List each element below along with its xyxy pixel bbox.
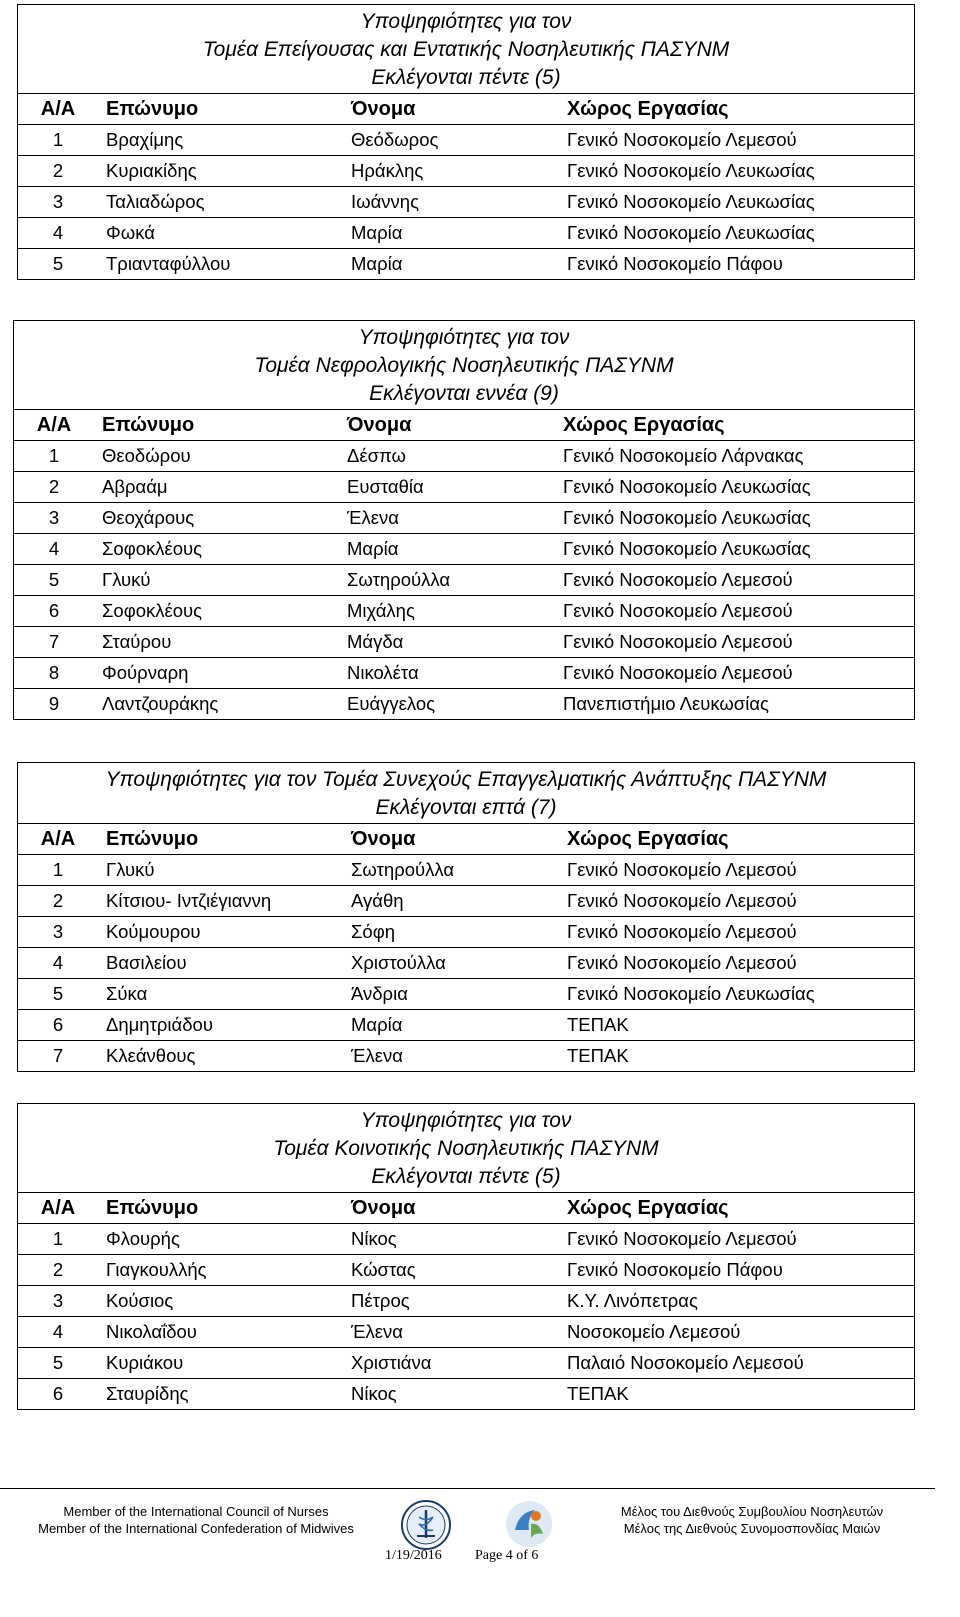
cell-name: Σωτηρούλλα <box>339 565 555 596</box>
table-row <box>18 1317 914 1348</box>
cell-surname: Σύκα <box>98 979 343 1010</box>
cell-aa: 3 <box>18 917 98 948</box>
cell-work: Γενικό Νοσοκομείο Λεμεσού <box>559 917 914 948</box>
title-line: Εκλέγονται πέντε (5) <box>371 66 561 89</box>
icn-logo-icon <box>401 1500 451 1550</box>
cell-surname: Κούμουρου <box>98 917 343 948</box>
table-row <box>18 125 914 156</box>
table-row <box>14 441 914 472</box>
cell-work: Γενικό Νοσοκομείο Λεμεσού <box>559 1224 914 1255</box>
cell-work: Γενικό Νοσοκομείο Λεμεσού <box>559 125 914 156</box>
candidates-table <box>18 824 914 1071</box>
cell-name: Χριστιάνα <box>343 1348 559 1379</box>
header-surname: Επώνυμο <box>106 97 199 120</box>
cell-work: ΤΕΠΑΚ <box>559 1379 914 1410</box>
cell-surname: Φούρναρη <box>94 658 339 689</box>
table-header-row <box>18 824 914 855</box>
title-line: Εκλέγονται πέντε (5) <box>371 1165 561 1188</box>
header-aa: Α/Α <box>36 413 72 436</box>
footer-line: Member of the International Confederation of Midwives <box>38 1521 354 1536</box>
table-row <box>14 658 914 689</box>
header-name: Όνομα <box>351 97 416 120</box>
table-row <box>14 565 914 596</box>
cell-surname: Σοφοκλέους <box>94 534 339 565</box>
cell-aa: 5 <box>18 1348 98 1379</box>
cell-surname: Βασιλείου <box>98 948 343 979</box>
cell-work: Πανεπιστήμιο Λευκωσίας <box>555 689 914 720</box>
cell-work: Γενικό Νοσοκομείο Λευκωσίας <box>555 503 914 534</box>
cell-aa: 5 <box>18 979 98 1010</box>
cell-surname: Δημητριάδου <box>98 1010 343 1041</box>
table-row <box>14 596 914 627</box>
candidates-table <box>14 410 914 719</box>
cell-name: Πέτρος <box>343 1286 559 1317</box>
cell-name: Ιωάννης <box>343 187 559 218</box>
cell-aa: 4 <box>18 948 98 979</box>
table-row <box>14 627 914 658</box>
cell-name: Μαρία <box>343 249 559 280</box>
cell-work: Γενικό Νοσοκομείο Λεμεσού <box>555 658 914 689</box>
cell-name: Κώστας <box>343 1255 559 1286</box>
cell-aa: 9 <box>14 689 94 720</box>
footer-divider <box>0 1488 935 1489</box>
title-line: Υποψηφιότητες για τον <box>360 10 572 33</box>
header-surname: Επώνυμο <box>106 827 199 850</box>
table-row <box>18 855 914 886</box>
cell-aa: 7 <box>18 1041 98 1072</box>
icm-logo-icon <box>505 1500 553 1548</box>
footer-line: Μέλος του Διεθνούς Συμβουλίου Νοσηλευτών <box>620 1504 884 1519</box>
cell-surname: Κυριάκου <box>98 1348 343 1379</box>
cell-surname: Λαντζουράκης <box>94 689 339 720</box>
table-row <box>18 1379 914 1410</box>
table-row <box>18 1010 914 1041</box>
cell-work: Γενικό Νοσοκομείο Λάρνακας <box>555 441 914 472</box>
cell-surname: Φλουρής <box>98 1224 343 1255</box>
cell-aa: 7 <box>14 627 94 658</box>
table-row <box>14 472 914 503</box>
table-header-row <box>18 94 914 125</box>
cell-aa: 4 <box>14 534 94 565</box>
cell-aa: 5 <box>18 249 98 280</box>
footer-page-number: Page 4 of 6 <box>475 1548 539 1563</box>
cell-name: Ηράκλης <box>343 156 559 187</box>
cell-surname: Αβραάμ <box>94 472 339 503</box>
table-row <box>18 249 914 280</box>
cell-aa: 6 <box>18 1010 98 1041</box>
cell-surname: Θεοχάρους <box>94 503 339 534</box>
cell-name: Ευάγγελος <box>339 689 555 720</box>
cell-name: Νικολέτα <box>339 658 555 689</box>
cell-name: Νίκος <box>343 1379 559 1410</box>
title-line: Υποψηφιότητες για τον <box>358 326 570 349</box>
cell-name: Μαρία <box>343 1010 559 1041</box>
cell-surname: Γλυκύ <box>94 565 339 596</box>
cell-name: Ευσταθία <box>339 472 555 503</box>
cell-surname: Κυριακίδης <box>98 156 343 187</box>
cell-surname: Κούσιος <box>98 1286 343 1317</box>
cell-aa: 3 <box>14 503 94 534</box>
table-header-row <box>14 410 914 441</box>
cell-surname: Ταλιαδώρος <box>98 187 343 218</box>
footer-right-text <box>596 1503 908 1537</box>
section-nephrology <box>13 320 915 720</box>
cell-name: Άνδρια <box>343 979 559 1010</box>
footer-date: 1/19/2016 <box>385 1548 442 1563</box>
cell-surname: Γλυκύ <box>98 855 343 886</box>
cell-name: Μαρία <box>343 218 559 249</box>
cell-work: Γενικό Νοσοκομείο Λευκωσίας <box>559 187 914 218</box>
footer-line: Member of the International Council of Nurses <box>63 1504 329 1519</box>
cell-name: Χριστούλλα <box>343 948 559 979</box>
cell-surname: Κίτσιου- Ιντζιέγιαννη <box>98 886 343 917</box>
title-line: Τομέα Επείγουσας και Εντατικής Νοσηλευτικής ΠΑΣΥΝΜ <box>202 38 730 61</box>
header-name: Όνομα <box>351 827 416 850</box>
table-row <box>18 1255 914 1286</box>
header-work: Χώρος Εργασίας <box>567 827 729 850</box>
cell-name: Σωτηρούλλα <box>343 855 559 886</box>
table-row <box>18 1041 914 1072</box>
cell-surname: Σταυρίδης <box>98 1379 343 1410</box>
table-row <box>14 534 914 565</box>
table-row <box>18 917 914 948</box>
cell-work: Γενικό Νοσοκομείο Λευκωσίας <box>559 156 914 187</box>
cell-name: Μιχάλης <box>339 596 555 627</box>
cell-aa: 6 <box>18 1379 98 1410</box>
cell-aa: 6 <box>14 596 94 627</box>
table-row <box>18 218 914 249</box>
header-name: Όνομα <box>351 1196 416 1219</box>
cell-aa: 1 <box>18 1224 98 1255</box>
cell-work: Γενικό Νοσοκομείο Πάφου <box>559 1255 914 1286</box>
header-work: Χώρος Εργασίας <box>567 1196 729 1219</box>
table-row <box>18 156 914 187</box>
table-row <box>14 689 914 720</box>
cell-aa: 4 <box>18 1317 98 1348</box>
cell-surname: Νικολαΐδου <box>98 1317 343 1348</box>
cell-work: ΤΕΠΑΚ <box>559 1041 914 1072</box>
section-emergency-intensive-care <box>17 4 915 280</box>
cell-work: Νοσοκομείο Λεμεσού <box>559 1317 914 1348</box>
cell-aa: 2 <box>18 1255 98 1286</box>
header-work: Χώρος Εργασίας <box>567 97 729 120</box>
cell-work: Γενικό Νοσοκομείο Λεμεσού <box>559 886 914 917</box>
cell-surname: Κλεάνθους <box>98 1041 343 1072</box>
candidates-table <box>18 94 914 279</box>
footer-left-text <box>14 1503 378 1537</box>
title-line: Υποψηφιότητες για τον <box>360 1109 572 1132</box>
title-line: Εκλέγονται εννέα (9) <box>369 382 559 405</box>
cell-aa: 2 <box>18 886 98 917</box>
title-line: Εκλέγονται επτά (7) <box>375 796 557 819</box>
header-surname: Επώνυμο <box>106 1196 199 1219</box>
cell-surname: Θεοδώρου <box>94 441 339 472</box>
cell-name: Νίκος <box>343 1224 559 1255</box>
title-line: Τομέα Κοινοτικής Νοσηλευτικής ΠΑΣΥΝΜ <box>273 1137 659 1160</box>
section-title <box>18 763 914 824</box>
header-name: Όνομα <box>347 413 412 436</box>
cell-work: Γενικό Νοσοκομείο Λευκωσίας <box>555 472 914 503</box>
cell-work: Γενικό Νοσοκομείο Λεμεσού <box>559 855 914 886</box>
cell-work: ΤΕΠΑΚ <box>559 1010 914 1041</box>
cell-surname: Φωκά <box>98 218 343 249</box>
candidates-table <box>18 1193 914 1409</box>
cell-name: Έλενα <box>343 1041 559 1072</box>
cell-name: Αγάθη <box>343 886 559 917</box>
table-row <box>18 979 914 1010</box>
section-community-nursing <box>17 1103 915 1410</box>
cell-aa: 5 <box>14 565 94 596</box>
section-title <box>18 1104 914 1193</box>
cell-aa: 1 <box>18 125 98 156</box>
cell-name: Δέσπω <box>339 441 555 472</box>
section-title <box>18 5 914 94</box>
cell-aa: 4 <box>18 218 98 249</box>
cell-surname: Γιαγκουλλής <box>98 1255 343 1286</box>
table-row <box>18 948 914 979</box>
cell-name: Μαρία <box>339 534 555 565</box>
cell-aa: 1 <box>14 441 94 472</box>
cell-name: Θεόδωρος <box>343 125 559 156</box>
cell-aa: 2 <box>18 156 98 187</box>
cell-work: Γενικό Νοσοκομείο Λευκωσίας <box>559 979 914 1010</box>
cell-surname: Σταύρου <box>94 627 339 658</box>
cell-surname: Τριανταφύλλου <box>98 249 343 280</box>
cell-work: Γενικό Νοσοκομείο Λεμεσού <box>559 948 914 979</box>
cell-name: Μάγδα <box>339 627 555 658</box>
page-footer <box>0 1488 960 1617</box>
header-aa: Α/Α <box>40 1196 76 1219</box>
header-aa: Α/Α <box>40 827 76 850</box>
cell-work: Γενικό Νοσοκομείο Λεμεσού <box>555 596 914 627</box>
cell-name: Έλενα <box>339 503 555 534</box>
cell-aa: 3 <box>18 187 98 218</box>
section-continuing-professional-development <box>17 762 915 1072</box>
cell-work: Γενικό Νοσοκομείο Λευκωσίας <box>559 218 914 249</box>
table-header-row <box>18 1193 914 1224</box>
cell-aa: 2 <box>14 472 94 503</box>
cell-name: Σόφη <box>343 917 559 948</box>
section-title <box>14 321 914 410</box>
cell-aa: 1 <box>18 855 98 886</box>
title-line: Υποψηφιότητες για τον Τομέα Συνεχούς Επαγγελματικής Ανάπτυξης ΠΑΣΥΝΜ <box>105 768 827 791</box>
cell-work: Κ.Υ. Λινόπετρας <box>559 1286 914 1317</box>
cell-work: Γενικό Νοσοκομείο Λευκωσίας <box>555 534 914 565</box>
header-work: Χώρος Εργασίας <box>563 413 725 436</box>
cell-name: Έλενα <box>343 1317 559 1348</box>
table-row <box>14 503 914 534</box>
cell-aa: 3 <box>18 1286 98 1317</box>
footer-line: Μέλος της Διεθνούς Συνομοσπονδίας Μαιών <box>623 1521 881 1536</box>
table-row <box>18 1348 914 1379</box>
table-row <box>18 187 914 218</box>
title-line: Τομέα Νεφρολογικής Νοσηλευτικής ΠΑΣΥΝΜ <box>254 354 674 377</box>
cell-aa: 8 <box>14 658 94 689</box>
table-row <box>18 886 914 917</box>
table-row <box>18 1224 914 1255</box>
header-aa: Α/Α <box>40 97 76 120</box>
header-surname: Επώνυμο <box>102 413 195 436</box>
cell-work: Γενικό Νοσοκομείο Λεμεσού <box>555 565 914 596</box>
cell-surname: Σοφοκλέους <box>94 596 339 627</box>
cell-work: Παλαιό Νοσοκομείο Λεμεσού <box>559 1348 914 1379</box>
cell-work: Γενικό Νοσοκομείο Πάφου <box>559 249 914 280</box>
cell-work: Γενικό Νοσοκομείο Λεμεσού <box>555 627 914 658</box>
cell-surname: Βραχίμης <box>98 125 343 156</box>
table-row <box>18 1286 914 1317</box>
